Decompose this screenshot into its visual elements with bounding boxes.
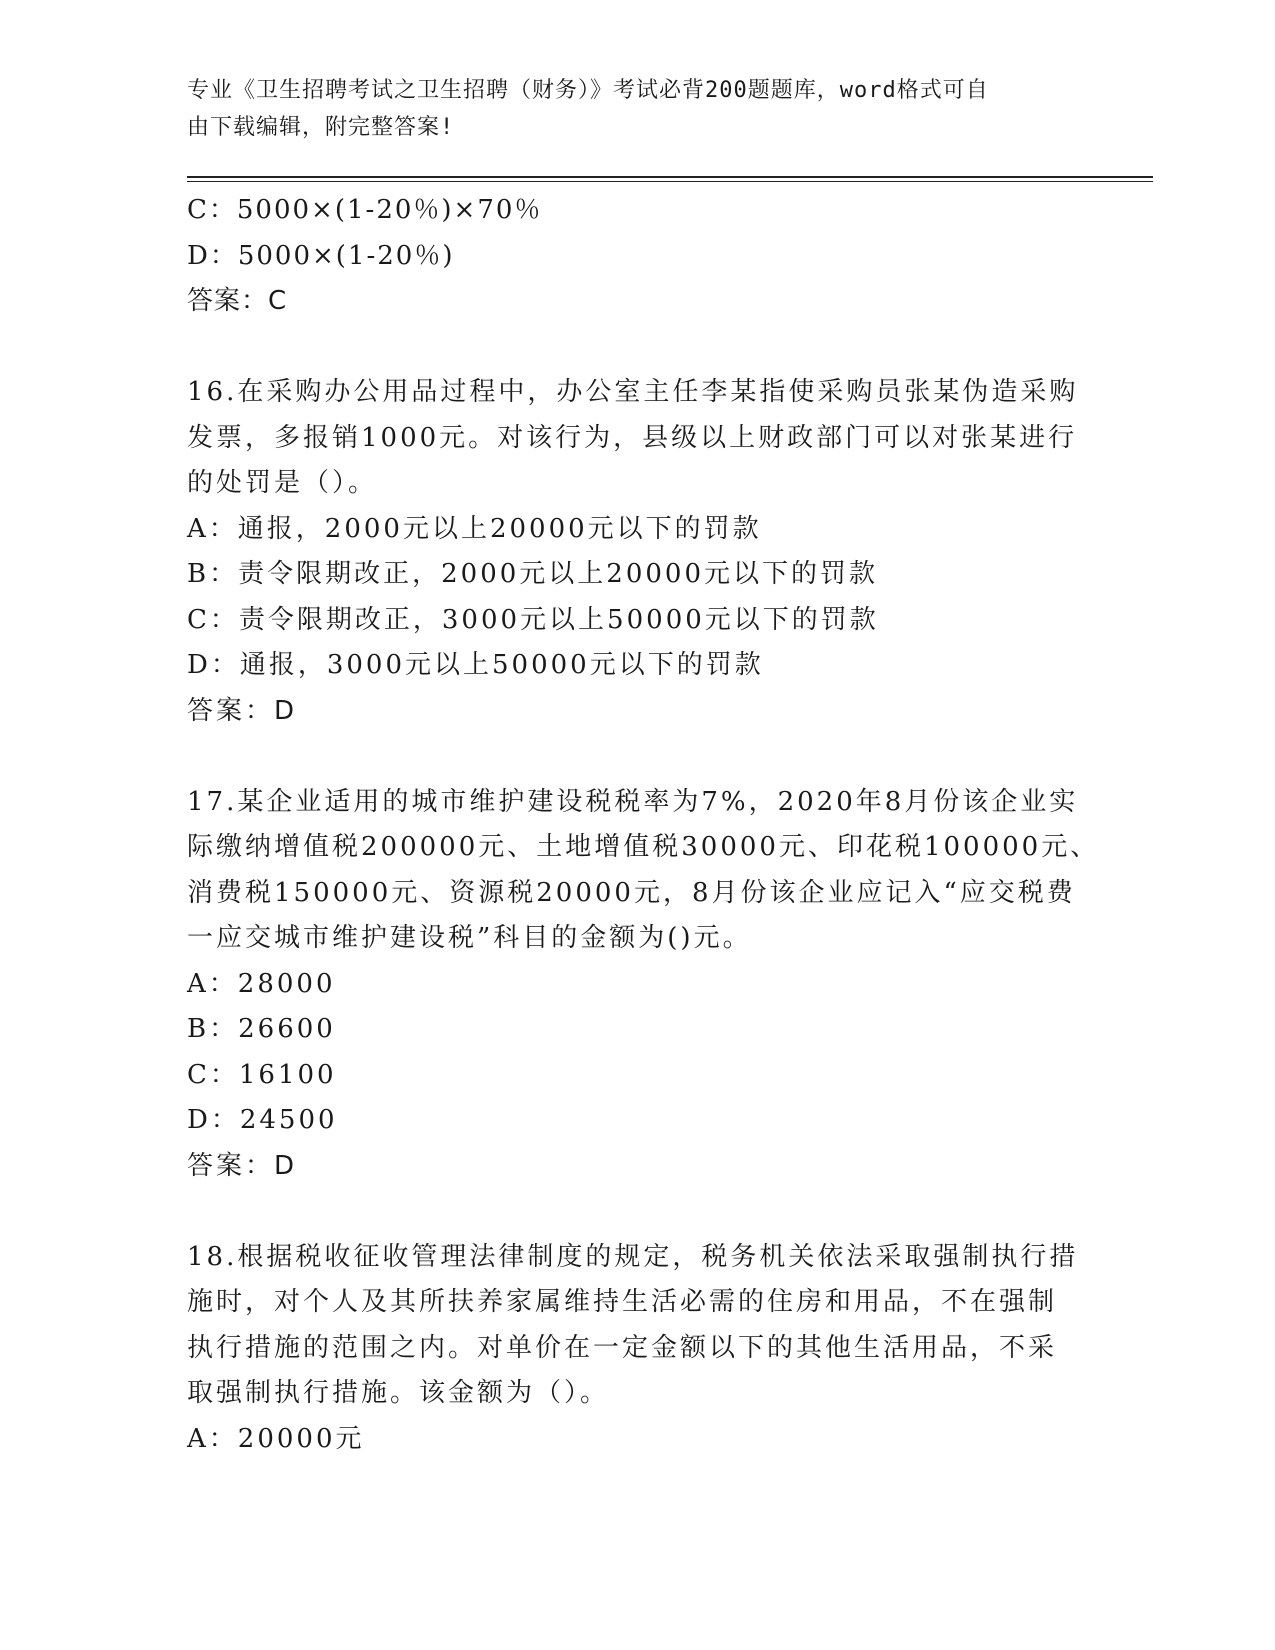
question-text-line: 的处罚是（）。 xyxy=(187,468,378,498)
option-c: C：16100 xyxy=(187,1059,337,1090)
header-divider-thick xyxy=(187,176,1153,178)
option-b: B：26600 xyxy=(187,1014,336,1044)
question-text-line: 际缴纳增值税200000元、土地增值税30000元、印花税100000元、 xyxy=(187,832,1100,862)
answer-label: 答案：C xyxy=(187,286,288,316)
question-text-line: 18.根据税收征收管理法律制度的规定，税务机关依法采取强制执行措 xyxy=(187,1241,1079,1272)
answer-label: 答案：D xyxy=(187,1150,298,1181)
option-d: D：5000×(1-20％) xyxy=(187,240,455,271)
question-text-line: 消费税150000元、资源税20000元，8月份该企业应记入“应交税费 xyxy=(187,877,1076,908)
option-a: A：20000元 xyxy=(187,1423,365,1454)
question-block-17 xyxy=(187,780,1100,1190)
option-a: A：通报，2000元以上20000元以下的罚款 xyxy=(187,513,762,544)
header-divider-thin xyxy=(187,181,1153,182)
question-text-line: 执行措施的范围之内。对单价在一定金额以下的其他生活用品，不采 xyxy=(187,1332,1058,1363)
question-block-15 xyxy=(187,188,1077,325)
option-a: A：28000 xyxy=(187,968,336,999)
option-c: C：5000×(1-20％)×70％ xyxy=(187,195,543,225)
question-block-18 xyxy=(187,1235,1077,1463)
option-d: D：通报，3000元以上50000元以下的罚款 xyxy=(187,650,764,680)
option-d: D：24500 xyxy=(187,1105,338,1135)
answer-label: 答案：D xyxy=(187,695,298,726)
question-text-line: 取强制执行措施。该金额为（）。 xyxy=(187,1378,610,1408)
header-line-2: 由下载编辑，附完整答案! xyxy=(187,115,455,140)
question-block-16 xyxy=(187,370,1077,734)
question-text-line: 16.在采购办公用品过程中，办公室主任李某指使采购员张某伪造采购 xyxy=(187,377,1079,407)
option-c: C：责令限期改正，3000元以上50000元以下的罚款 xyxy=(187,604,879,635)
document-header xyxy=(187,72,1067,146)
question-text-line: 施时，对个人及其所扶养家属维持生活必需的住房和用品，不在强制 xyxy=(187,1287,1058,1317)
question-content xyxy=(187,188,1100,1462)
question-text-line: 17.某企业适用的城市维护建设税税率为7%，2020年8月份该企业实 xyxy=(187,786,1079,817)
question-text-line: 发票，多报销1000元。对该行为，县级以上财政部门可以对张某进行 xyxy=(187,422,1078,453)
question-text-line: 一应交城市维护建设税”科目的金额为()元。 xyxy=(187,923,752,953)
option-b: B：责令限期改正，2000元以上20000元以下的罚款 xyxy=(187,559,878,589)
header-line-1: 专业《卫生招聘考试之卫生招聘（财务）》考试必背200题题库，word格式可自 xyxy=(187,78,989,103)
